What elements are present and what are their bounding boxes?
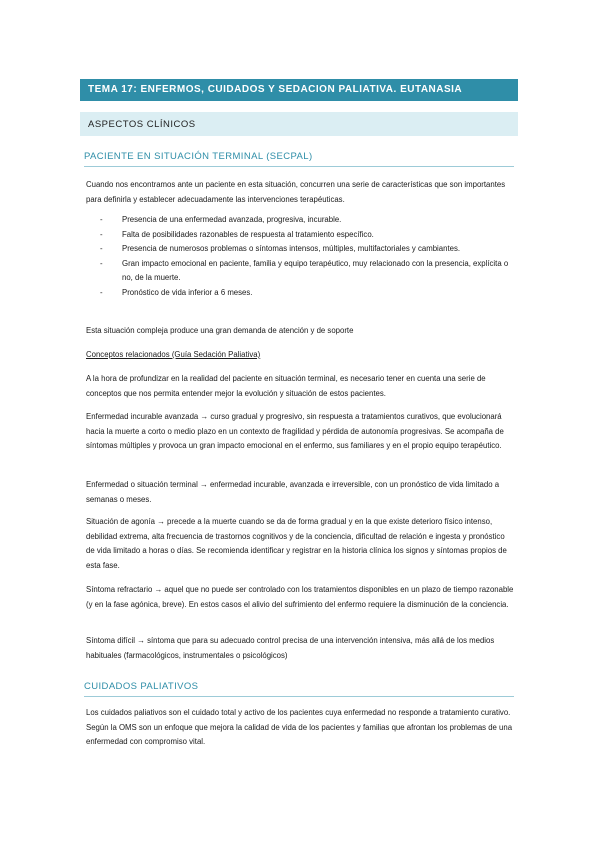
concepts-intro-paragraph: A la hora de profundizar en la realidad del paciente en situación terminal, es necesario tener en cuenta una serie de conceptos que nos permita entender mejor la evolución y situación de estos pacientes. (86, 374, 486, 398)
list-item-text: Presencia de una enfermedad avanzada, progresiva, incurable. (122, 215, 342, 224)
bullet-marker: - (100, 215, 103, 224)
list-item-text: Pronóstico de vida inferior a 6 meses. (122, 287, 253, 297)
definition-terminal: Enfermedad o situación terminal → enfermedad incurable, avanzada e irreversible, con un pronóstico de vida limitado a semanas o meses. (86, 480, 500, 504)
subheading-cuidados-paliativos: CUIDADOS PALIATIVOS (84, 681, 514, 697)
summary-paragraph: Esta situación compleja produce una gran demanda de atención y de soporte (86, 326, 354, 335)
section-heading: ASPECTOS CLÍNICOS (80, 112, 518, 136)
cuidados-paragraph: Los cuidados paliativos son el cuidado total y activo de los pacientes cuya enfermedad no responde a tratamiento curativo. Según la OMS son un enfoque que mejora la calidad de vida de los pacientes y familias que afrontan los problemas de una enfermedad con compromiso vital. (86, 708, 513, 746)
list-item (100, 242, 514, 257)
bullet-marker: - (100, 244, 103, 253)
list-item (100, 228, 514, 243)
definition-refractario: Síntoma refractario → aquel que no puede ser controlado con los tratamientos disponibles en un plazo de tiempo razonable (y en la fase agónica, breve). En estos casos el alivio del sufrimiento del enfermo requiere la disminución de la conciencia. (86, 585, 514, 609)
definition-dificil: Síntoma difícil → síntoma que para su adecuado control precisa de una intervención intensiva, más allá de los medios habituales (farmacológicos, instrumentales o psicológicos) (86, 636, 495, 660)
concepts-heading: Conceptos relacionados (Guía Sedación Paliativa) (86, 350, 261, 359)
list-item-text: Gran impacto emocional en paciente, familia y equipo terapéutico, muy relacionado con la presencia, explícita o no, de la muerte. (122, 258, 509, 282)
bullet-marker: - (100, 229, 103, 239)
bullet-marker: - (100, 258, 103, 268)
bullet-marker: - (100, 287, 103, 297)
list-item-text: Presencia de numerosos problemas o síntomas intensos, múltiples, multifactoriales y cambiantes. (122, 244, 461, 253)
definition-incurable: Enfermedad incurable avanzada → curso gradual y progresivo, sin respuesta a tratamientos curativos, que evolucionará hacia la muerte a corto o medio plazo en un contexto de fragilidad y pérdida de autonomía progresivas. Se acompaña de síntomas múltiples y provoca un gran impacto emocional en el enfermo, sus familiares y en el propio equipo terapéutico. (86, 412, 504, 450)
subheading-paciente-terminal: PACIENTE EN SITUACIÓN TERMINAL (SECPAL) (84, 151, 514, 167)
document-title: TEMA 17: ENFERMOS, CUIDADOS Y SEDACION PALIATIVA. EUTANASIA (80, 79, 518, 101)
definition-agonia: Situación de agonía → precede a la muerte cuando se da de forma gradual y en la que existe deterioro físico intenso, debilidad extrema, alta frecuencia de trastornos cognitivos y de la conciencia, dificultad de relación e ingesta y pronóstico de vida limitado a horas o días. Se recomienda identificar y registrar en la historia clínica los signos y síntomas propios de esta fase. (86, 517, 507, 570)
list-item (100, 257, 514, 286)
list-item-text: Falta de posibilidades razonables de respuesta al tratamiento específico. (122, 229, 374, 239)
list-item (100, 286, 514, 301)
list-item (100, 213, 514, 228)
characteristics-list (100, 213, 514, 300)
intro-paragraph: Cuando nos encontramos ante un paciente en esta situación, concurren una serie de características que son importantes para definirla y establecer adecuadamente las intervenciones terapéuticas. (86, 180, 506, 204)
